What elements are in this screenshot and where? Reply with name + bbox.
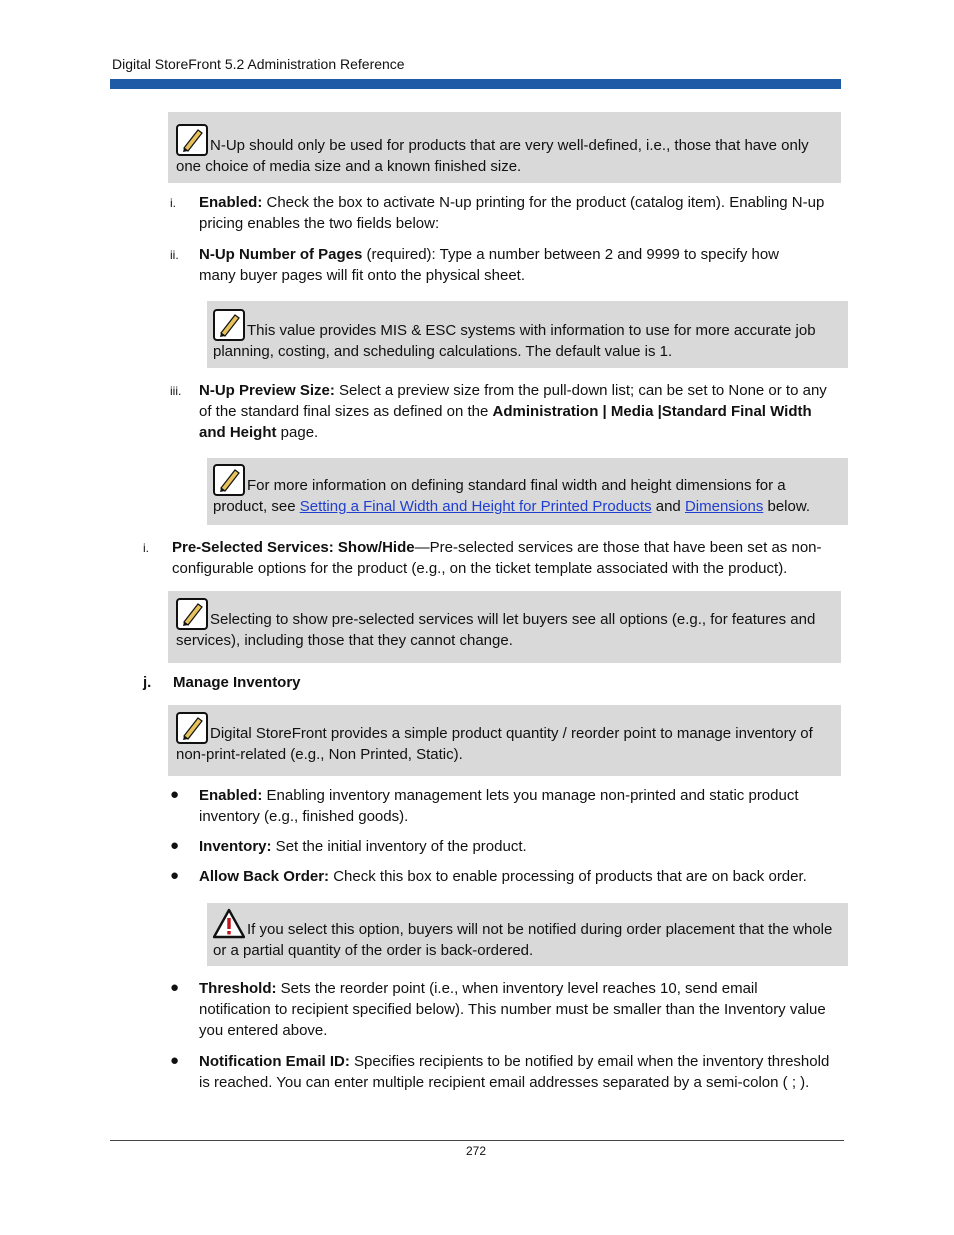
note-text: If you select this option, buyers will not be notified during order placement that the whole or a partial quantity of the order is back-ordered.: [213, 921, 833, 959]
pencil-note-icon: [176, 598, 208, 630]
item-label: Pre-Selected Services: Show/Hide: [172, 539, 415, 556]
list-item-notification-email: [199, 1051, 841, 1093]
item-text: page.: [276, 424, 319, 441]
footer-rule: [110, 1140, 844, 1141]
item-label: Enabled:: [199, 787, 263, 804]
running-header: Digital StoreFront 5.2 Administration Reference: [112, 56, 405, 72]
item-label: Threshold:: [199, 980, 277, 997]
note-text: Selecting to show pre-selected services will let buyers see all options (e.g., for features and services), including those that they cannot change.: [176, 611, 816, 649]
note-nup: [168, 112, 841, 183]
list-item-enabled: [199, 192, 841, 234]
note-text: below.: [763, 498, 811, 515]
list-item-inventory: [199, 836, 839, 857]
item-text: Sets the reorder point (i.e., when inventory level reaches 10, send email notification to recipient specified below). This number must be smaller than the Inventory value you entered above.: [199, 980, 826, 1039]
item-label: N-Up Number of Pages: [199, 246, 363, 263]
list-marker: j.: [143, 674, 152, 691]
list-marker: i.: [143, 541, 149, 555]
bullet-dot: ●: [170, 837, 180, 854]
link-final-width-height[interactable]: Setting a Final Width and Height for Printed Products: [299, 498, 652, 515]
item-label: Enabled:: [199, 194, 263, 211]
bullet-dot: ●: [170, 867, 180, 884]
item-text: Specifies recipients to be notified by email when the inventory threshold is reached. You can enter multiple recipient email addresses separated by a semi-colon ( ; ).: [199, 1053, 830, 1091]
bullet-dot: ●: [170, 786, 180, 803]
list-item-preview-size: [199, 380, 829, 443]
link-dimensions[interactable]: Dimensions: [684, 498, 764, 515]
list-item-nup-pages: [199, 244, 819, 286]
note-text: Digital StoreFront provides a simple product quantity / reorder point to manage inventory of non-print-related (e.g., Non Printed, Static).: [176, 725, 813, 763]
note-inventory: [168, 705, 841, 776]
item-text: Set the initial inventory of the product.: [271, 838, 527, 855]
note-more-info: [207, 458, 848, 525]
list-item-threshold: [199, 978, 829, 1041]
item-text: (required): Type a number between 2 and 9999 to specify how many buyer pages will fit onto the physical sheet.: [199, 246, 780, 284]
header-rule: [110, 79, 841, 89]
bullet-dot: ●: [170, 979, 180, 996]
item-text: —Pre-selected services are those that have been set as non-configurable options for the product (e.g., on the ticket template associated with the product).: [172, 539, 822, 577]
item-label: N-Up Preview Size:: [199, 382, 335, 399]
list-marker: ii.: [170, 248, 179, 262]
list-item-preselected: [172, 537, 837, 579]
item-text: Check this box to enable processing of products that are on back order.: [329, 868, 807, 885]
pencil-note-icon: [213, 464, 245, 496]
note-text: N-Up should only be used for products that are very well-defined, i.e., those that have only one choice of media size and a known finished size.: [176, 137, 809, 175]
list-item-inventory-enabled: [199, 785, 839, 827]
section-heading: Manage Inventory: [173, 674, 301, 691]
item-label: Inventory:: [199, 838, 272, 855]
note-mis: [207, 301, 848, 368]
note-preselected: [168, 591, 841, 663]
item-text: Select a preview size from the pull-down list; can be set to None or to any of the standard final sizes as defined on the: [199, 382, 827, 420]
pencil-note-icon: [176, 712, 208, 744]
list-item-back-order: [199, 866, 844, 887]
bullet-dot: ●: [170, 1052, 180, 1069]
page-number: 272: [466, 1144, 487, 1158]
pencil-note-icon: [176, 124, 208, 156]
item-label: Allow Back Order:: [199, 868, 330, 885]
pencil-note-icon: [213, 309, 245, 341]
list-marker: iii.: [170, 384, 182, 398]
list-marker: i.: [170, 196, 176, 210]
menu-path: Administration | Media |Standard Final Width and Height: [199, 403, 812, 441]
item-text: Enabling inventory management lets you manage non-printed and static product inventory (e.g., finished goods).: [199, 787, 799, 825]
note-text: For more information on defining standard final width and height dimensions for a product, see: [213, 477, 786, 515]
note-warning: [207, 903, 848, 966]
note-text: and: [651, 498, 685, 515]
item-text: Check the box to activate N-up printing for the product (catalog item). Enabling N-up pricing enables the two fields below:: [199, 194, 825, 232]
warning-icon: [213, 908, 245, 940]
note-text: This value provides MIS & ESC systems with information to use for more accurate job planning, costing, and scheduling calculations. The default value is 1.: [213, 322, 816, 360]
item-label: Notification Email ID:: [199, 1053, 350, 1070]
